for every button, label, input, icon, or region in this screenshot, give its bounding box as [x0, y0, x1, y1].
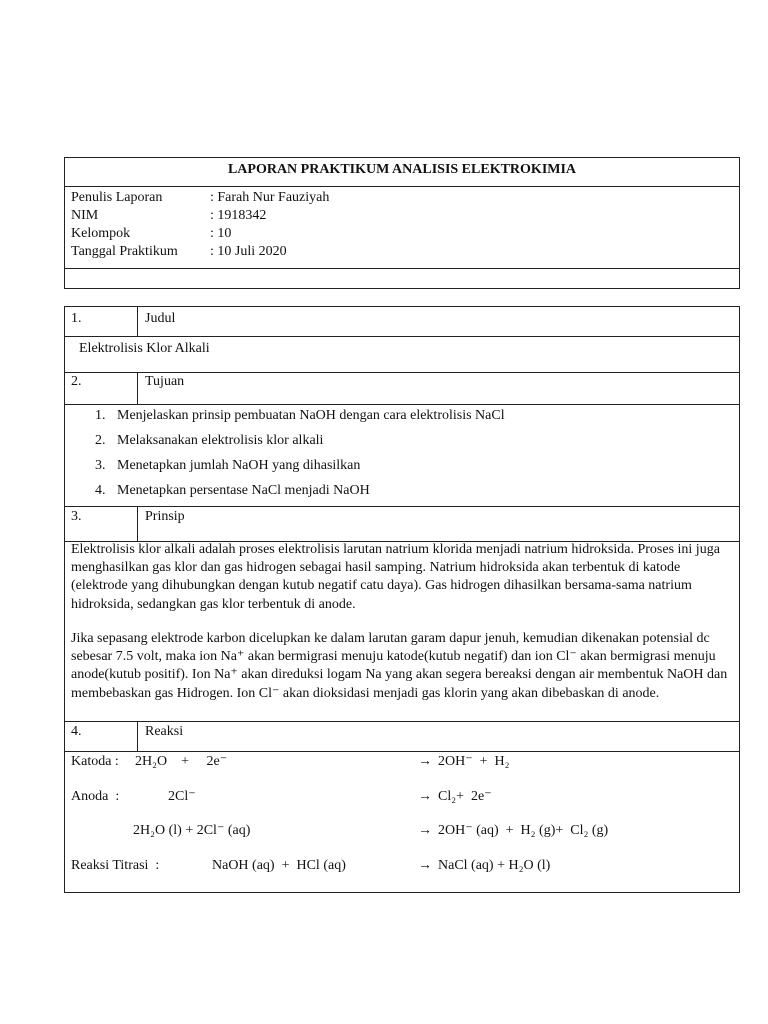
- list-item-number: 3.: [95, 458, 106, 473]
- list-item: Menjelaskan prinsip pembuatan NaOH dengan cara elektrolisis NaCl: [117, 408, 505, 423]
- anoda-products: Cl₂+ 2e⁻: [438, 789, 492, 804]
- arrow-icon: →: [418, 823, 432, 838]
- section-number: 1.: [71, 311, 82, 326]
- titrasi-reactants: NaOH (aq) + HCl (aq): [212, 858, 346, 873]
- list-item-number: 4.: [95, 483, 106, 498]
- report-content-table: [64, 306, 740, 893]
- field-label-group: Kelompok: [71, 226, 131, 241]
- column-divider: [137, 307, 138, 336]
- prinsip-paragraph-1: Elektrolisis klor alkali adalah proses elektrolisis larutan natrium klorida menjadi natrium hidroksida. Proses ini juga menghasilkan gas klor dan gas hidrogen sebagai hasil samping. Natrium hidroksida akan terbentuk di katode (elektrode yang dihubungkan dengan kutub negatif catu daya). Gas hidrogen dihasilkan bersama-sama natrium hidroksida, sedangkan gas klor terbentuk di anode.: [71, 542, 720, 612]
- list-item: Menetapkan persentase NaCl menjadi NaOH: [117, 483, 370, 498]
- section-number: 3.: [71, 509, 82, 524]
- divider: [65, 186, 739, 187]
- field-value-group: : 10: [210, 226, 232, 241]
- list-item-number: 2.: [95, 433, 106, 448]
- section-heading-tujuan: Tujuan: [145, 374, 185, 389]
- arrow-icon: →: [418, 789, 432, 804]
- divider: [65, 404, 739, 405]
- field-value-date: : 10 Juli 2020: [210, 244, 287, 259]
- field-label-date: Tanggal Praktikum: [71, 244, 178, 259]
- section-heading-prinsip: Prinsip: [145, 509, 185, 524]
- section-number: 2.: [71, 374, 82, 389]
- anoda-label: Anoda :: [71, 789, 120, 804]
- divider: [65, 336, 739, 337]
- field-value-nim: : 1918342: [210, 208, 267, 223]
- titrasi-products: NaCl (aq) + H₂O (l): [438, 858, 551, 873]
- katoda-reactants: 2H₂O + 2e⁻: [135, 754, 228, 769]
- divider: [65, 268, 739, 269]
- divider: [65, 506, 739, 507]
- list-item-number: 1.: [95, 408, 106, 423]
- total-reactants: 2H₂O (l) + 2Cl⁻ (aq): [133, 823, 251, 838]
- titrasi-label: Reaksi Titrasi :: [71, 858, 160, 873]
- field-value-author: : Farah Nur Fauziyah: [210, 190, 330, 205]
- anoda-reactants: 2Cl⁻: [168, 789, 196, 804]
- section-number: 4.: [71, 724, 82, 739]
- arrow-icon: →: [418, 858, 432, 873]
- total-products: 2OH⁻ (aq) + H₂ (g)+ Cl₂ (g): [438, 823, 609, 838]
- column-divider: [137, 721, 138, 751]
- judul-content: Elektrolisis Klor Alkali: [79, 341, 210, 356]
- report-header-table: [64, 157, 740, 289]
- column-divider: [137, 506, 138, 541]
- arrow-icon: →: [418, 754, 432, 769]
- list-item: Melaksanakan elektrolisis klor alkali: [117, 433, 324, 448]
- field-label-nim: NIM: [71, 208, 99, 223]
- field-label-author: Penulis Laporan: [71, 190, 163, 205]
- divider: [65, 721, 739, 722]
- divider: [65, 751, 739, 752]
- section-heading-reaksi: Reaksi: [145, 724, 184, 739]
- list-item: Menetapkan jumlah NaOH yang dihasilkan: [117, 458, 361, 473]
- katoda-label: Katoda :: [71, 754, 119, 769]
- column-divider: [137, 372, 138, 404]
- report-title: LAPORAN PRAKTIKUM ANALISIS ELEKTROKIMIA: [227, 162, 577, 177]
- section-heading-judul: Judul: [145, 311, 176, 326]
- katoda-products: 2OH⁻ + H₂: [438, 754, 510, 769]
- prinsip-paragraph-2: Jika sepasang elektrode karbon dicelupkan ke dalam larutan garam dapur jenuh, kemudian dikenakan potensial dc sebesar 7.5 volt, maka ion Na⁺ akan bermigrasi menuju katode(kutub negatif) dan ion Cl⁻ akan bermigrasi menuju anode(kutub positif). Ion Na⁺ akan direduksi logam Na yang akan segera bereaksi dengan air membentuk NaOH dan membebaskan gas Hidrogen. Ion Cl⁻ akan dioksidasi menjadi gas klorin yang akan dibebaskan di anode.: [71, 631, 728, 701]
